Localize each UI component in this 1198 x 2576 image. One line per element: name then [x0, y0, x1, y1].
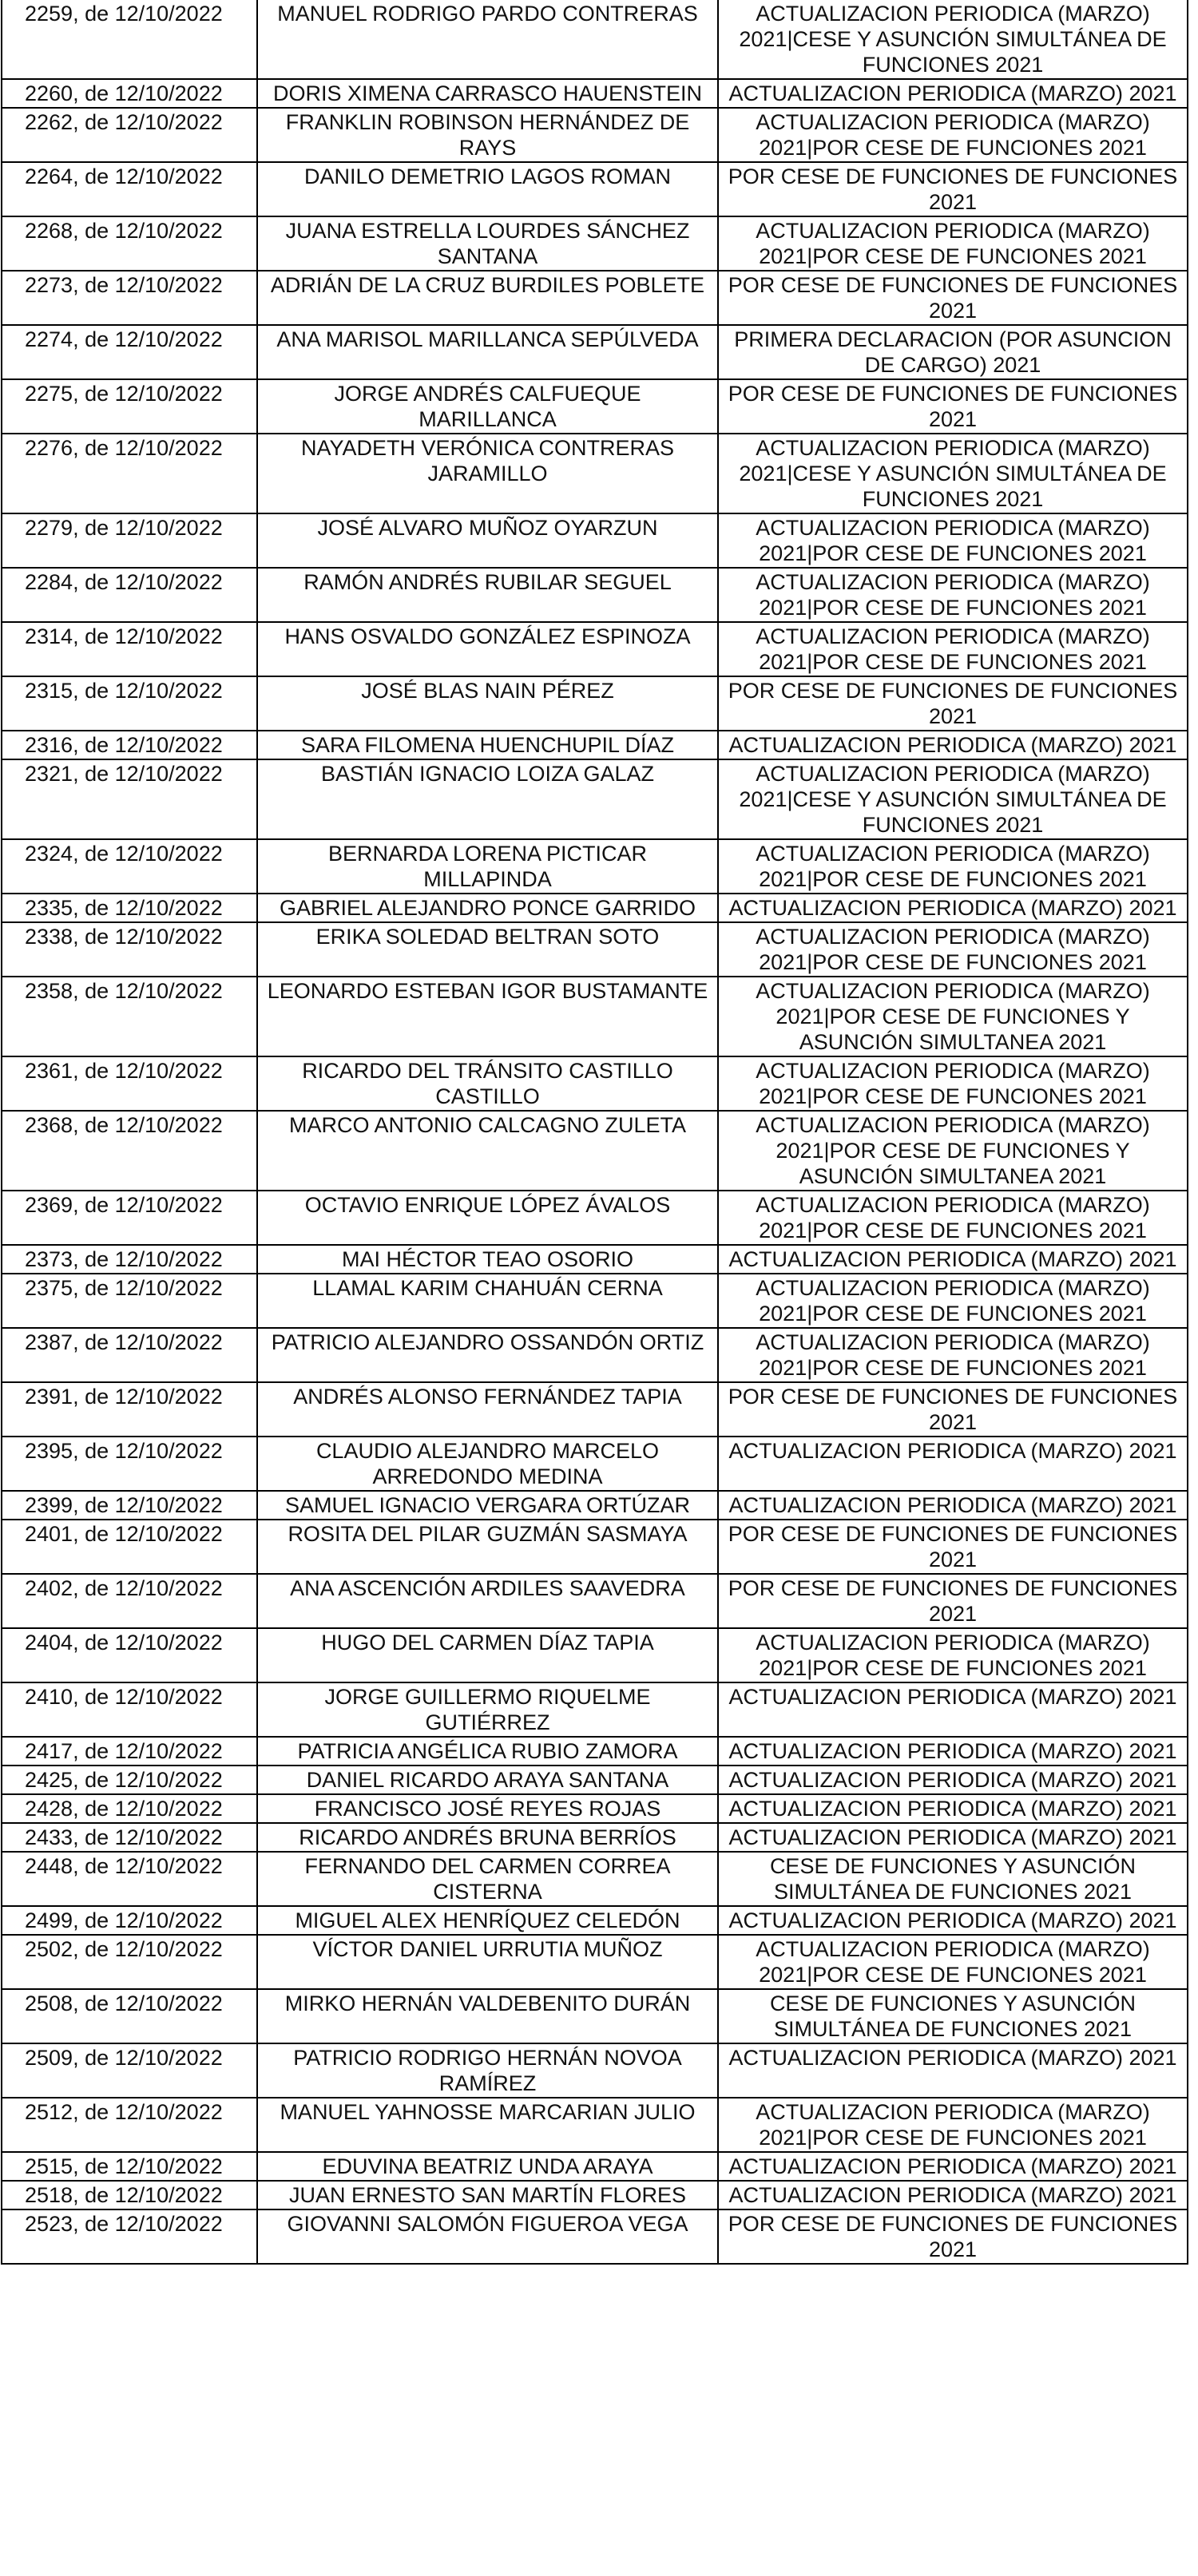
table-row — [2, 676, 1188, 731]
resolution-cell: 2399, de 12/10/2022 — [2, 1491, 257, 1520]
resolution-cell: 2410, de 12/10/2022 — [2, 1682, 257, 1737]
table-row — [2, 162, 1188, 216]
name-cell: MARCO ANTONIO CALCAGNO ZULETA — [257, 1111, 718, 1191]
resolution-cell: 2338, de 12/10/2022 — [2, 922, 257, 977]
table-row — [2, 216, 1188, 271]
table-row — [2, 894, 1188, 922]
name-cell: NAYADETH VERÓNICA CONTRERAS JARAMILLO — [257, 434, 718, 513]
table-row — [2, 1794, 1188, 1823]
name-cell: JOSÉ BLAS NAIN PÉREZ — [257, 676, 718, 731]
declaration-type-cell: ACTUALIZACION PERIODICA (MARZO) 2021 — [718, 1794, 1188, 1823]
resolution-cell: 2518, de 12/10/2022 — [2, 2181, 257, 2209]
name-cell: OCTAVIO ENRIQUE LÓPEZ ÁVALOS — [257, 1191, 718, 1245]
declaration-type-cell: PRIMERA DECLARACION (POR ASUNCION DE CARGO) 2021 — [718, 325, 1188, 379]
table-row — [2, 2098, 1188, 2152]
resolution-cell: 2499, de 12/10/2022 — [2, 1906, 257, 1935]
resolution-cell: 2284, de 12/10/2022 — [2, 568, 257, 622]
resolution-cell: 2502, de 12/10/2022 — [2, 1935, 257, 1989]
resolution-cell: 2508, de 12/10/2022 — [2, 1989, 257, 2043]
name-cell: MAI HÉCTOR TEAO OSORIO — [257, 1245, 718, 1274]
table-row — [2, 1191, 1188, 1245]
name-cell: FRANKLIN ROBINSON HERNÁNDEZ DE RAYS — [257, 108, 718, 162]
table-row — [2, 513, 1188, 568]
table-row — [2, 2209, 1188, 2264]
name-cell: SARA FILOMENA HUENCHUPIL DÍAZ — [257, 731, 718, 759]
resolution-cell: 2512, de 12/10/2022 — [2, 2098, 257, 2152]
declaration-type-cell: ACTUALIZACION PERIODICA (MARZO) 2021 — [718, 1737, 1188, 1766]
resolution-cell: 2433, de 12/10/2022 — [2, 1823, 257, 1852]
declaration-type-cell: ACTUALIZACION PERIODICA (MARZO) 2021 — [718, 79, 1188, 108]
declaration-type-cell: POR CESE DE FUNCIONES DE FUNCIONES 2021 — [718, 379, 1188, 434]
name-cell: ANA MARISOL MARILLANCA SEPÚLVEDA — [257, 325, 718, 379]
name-cell: MANUEL RODRIGO PARDO CONTRERAS — [257, 0, 718, 79]
declaration-type-cell: ACTUALIZACION PERIODICA (MARZO) 2021|POR CESE DE FUNCIONES 2021 — [718, 1935, 1188, 1989]
table-row — [2, 1491, 1188, 1520]
table-row — [2, 2152, 1188, 2181]
declaration-type-cell: ACTUALIZACION PERIODICA (MARZO) 2021|POR CESE DE FUNCIONES 2021 — [718, 1274, 1188, 1328]
table-row — [2, 1989, 1188, 2043]
declaration-type-cell: ACTUALIZACION PERIODICA (MARZO) 2021|POR CESE DE FUNCIONES 2021 — [718, 108, 1188, 162]
declaration-type-cell: ACTUALIZACION PERIODICA (MARZO) 2021|POR CESE DE FUNCIONES 2021 — [718, 568, 1188, 622]
name-cell: ERIKA SOLEDAD BELTRAN SOTO — [257, 922, 718, 977]
name-cell: DANILO DEMETRIO LAGOS ROMAN — [257, 162, 718, 216]
resolution-cell: 2368, de 12/10/2022 — [2, 1111, 257, 1191]
name-cell: LEONARDO ESTEBAN IGOR BUSTAMANTE — [257, 977, 718, 1056]
table-row — [2, 434, 1188, 513]
name-cell: JORGE GUILLERMO RIQUELME GUTIÉRREZ — [257, 1682, 718, 1737]
name-cell: HANS OSVALDO GONZÁLEZ ESPINOZA — [257, 622, 718, 676]
table-row — [2, 1274, 1188, 1328]
name-cell: CLAUDIO ALEJANDRO MARCELO ARREDONDO MEDINA — [257, 1437, 718, 1491]
declaration-type-cell: ACTUALIZACION PERIODICA (MARZO) 2021 — [718, 1906, 1188, 1935]
name-cell: BERNARDA LORENA PICTICAR MILLAPINDA — [257, 839, 718, 894]
declaration-type-cell: ACTUALIZACION PERIODICA (MARZO) 2021|POR CESE DE FUNCIONES 2021 — [718, 1328, 1188, 1382]
table-row — [2, 379, 1188, 434]
name-cell: MIRKO HERNÁN VALDEBENITO DURÁN — [257, 1989, 718, 2043]
declaration-type-cell: ACTUALIZACION PERIODICA (MARZO) 2021 — [718, 1245, 1188, 1274]
declaration-type-cell: ACTUALIZACION PERIODICA (MARZO) 2021 — [718, 2152, 1188, 2181]
name-cell: JUAN ERNESTO SAN MARTÍN FLORES — [257, 2181, 718, 2209]
name-cell: GIOVANNI SALOMÓN FIGUEROA VEGA — [257, 2209, 718, 2264]
resolution-cell: 2448, de 12/10/2022 — [2, 1852, 257, 1906]
declaration-type-cell: ACTUALIZACION PERIODICA (MARZO) 2021|POR CESE DE FUNCIONES 2021 — [718, 1628, 1188, 1682]
resolution-cell: 2417, de 12/10/2022 — [2, 1737, 257, 1766]
declaration-type-cell: ACTUALIZACION PERIODICA (MARZO) 2021 — [718, 2043, 1188, 2098]
name-cell: ROSITA DEL PILAR GUZMÁN SASMAYA — [257, 1520, 718, 1574]
declaration-type-cell: CESE DE FUNCIONES Y ASUNCIÓN SIMULTÁNEA DE FUNCIONES 2021 — [718, 1852, 1188, 1906]
declaration-type-cell: ACTUALIZACION PERIODICA (MARZO) 2021|CESE Y ASUNCIÓN SIMULTÁNEA DE FUNCIONES 2021 — [718, 0, 1188, 79]
declaration-type-cell: POR CESE DE FUNCIONES DE FUNCIONES 2021 — [718, 2209, 1188, 2264]
resolution-cell: 2387, de 12/10/2022 — [2, 1328, 257, 1382]
name-cell: LLAMAL KARIM CHAHUÁN CERNA — [257, 1274, 718, 1328]
declarations-table — [1, 0, 1188, 2265]
resolution-cell: 2324, de 12/10/2022 — [2, 839, 257, 894]
declaration-type-cell: ACTUALIZACION PERIODICA (MARZO) 2021|POR CESE DE FUNCIONES 2021 — [718, 922, 1188, 977]
name-cell: ANDRÉS ALONSO FERNÁNDEZ TAPIA — [257, 1382, 718, 1437]
resolution-cell: 2395, de 12/10/2022 — [2, 1437, 257, 1491]
table-row — [2, 1520, 1188, 1574]
name-cell: ANA ASCENCIÓN ARDILES SAAVEDRA — [257, 1574, 718, 1628]
name-cell: BASTIÁN IGNACIO LOIZA GALAZ — [257, 759, 718, 839]
name-cell: ADRIÁN DE LA CRUZ BURDILES POBLETE — [257, 271, 718, 325]
resolution-cell: 2369, de 12/10/2022 — [2, 1191, 257, 1245]
resolution-cell: 2279, de 12/10/2022 — [2, 513, 257, 568]
declaration-type-cell: POR CESE DE FUNCIONES DE FUNCIONES 2021 — [718, 676, 1188, 731]
table-row — [2, 1111, 1188, 1191]
table-row — [2, 2043, 1188, 2098]
resolution-cell: 2259, de 12/10/2022 — [2, 0, 257, 79]
table-row — [2, 1328, 1188, 1382]
name-cell: EDUVINA BEATRIZ UNDA ARAYA — [257, 2152, 718, 2181]
resolution-cell: 2335, de 12/10/2022 — [2, 894, 257, 922]
resolution-cell: 2276, de 12/10/2022 — [2, 434, 257, 513]
declaration-type-cell: ACTUALIZACION PERIODICA (MARZO) 2021|POR CESE DE FUNCIONES 2021 — [718, 839, 1188, 894]
table-row — [2, 108, 1188, 162]
table-row — [2, 568, 1188, 622]
name-cell: DORIS XIMENA CARRASCO HAUENSTEIN — [257, 79, 718, 108]
resolution-cell: 2275, de 12/10/2022 — [2, 379, 257, 434]
name-cell: RAMÓN ANDRÉS RUBILAR SEGUEL — [257, 568, 718, 622]
table-row — [2, 1935, 1188, 1989]
declaration-type-cell: POR CESE DE FUNCIONES DE FUNCIONES 2021 — [718, 1574, 1188, 1628]
table-row — [2, 622, 1188, 676]
name-cell: RICARDO DEL TRÁNSITO CASTILLO CASTILLO — [257, 1056, 718, 1111]
declaration-type-cell: ACTUALIZACION PERIODICA (MARZO) 2021 — [718, 894, 1188, 922]
name-cell: MANUEL YAHNOSSE MARCARIAN JULIO — [257, 2098, 718, 2152]
declaration-type-cell: ACTUALIZACION PERIODICA (MARZO) 2021 — [718, 1823, 1188, 1852]
table-row — [2, 1682, 1188, 1737]
name-cell: VÍCTOR DANIEL URRUTIA MUÑOZ — [257, 1935, 718, 1989]
resolution-cell: 2404, de 12/10/2022 — [2, 1628, 257, 1682]
resolution-cell: 2262, de 12/10/2022 — [2, 108, 257, 162]
table-row — [2, 1737, 1188, 1766]
declaration-type-cell: ACTUALIZACION PERIODICA (MARZO) 2021|POR CESE DE FUNCIONES 2021 — [718, 622, 1188, 676]
declaration-type-cell: ACTUALIZACION PERIODICA (MARZO) 2021 — [718, 1491, 1188, 1520]
name-cell: SAMUEL IGNACIO VERGARA ORTÚZAR — [257, 1491, 718, 1520]
table-row — [2, 1906, 1188, 1935]
declaration-type-cell: ACTUALIZACION PERIODICA (MARZO) 2021|CESE Y ASUNCIÓN SIMULTÁNEA DE FUNCIONES 2021 — [718, 434, 1188, 513]
table-row — [2, 1245, 1188, 1274]
resolution-cell: 2268, de 12/10/2022 — [2, 216, 257, 271]
declaration-type-cell: POR CESE DE FUNCIONES DE FUNCIONES 2021 — [718, 1520, 1188, 1574]
resolution-cell: 2314, de 12/10/2022 — [2, 622, 257, 676]
declaration-type-cell: ACTUALIZACION PERIODICA (MARZO) 2021|POR CESE DE FUNCIONES Y ASUNCIÓN SIMULTANEA 2021 — [718, 1111, 1188, 1191]
name-cell: DANIEL RICARDO ARAYA SANTANA — [257, 1766, 718, 1794]
resolution-cell: 2425, de 12/10/2022 — [2, 1766, 257, 1794]
table-row — [2, 759, 1188, 839]
name-cell: MIGUEL ALEX HENRÍQUEZ CELEDÓN — [257, 1906, 718, 1935]
declaration-type-cell: POR CESE DE FUNCIONES DE FUNCIONES 2021 — [718, 271, 1188, 325]
declaration-type-cell: ACTUALIZACION PERIODICA (MARZO) 2021 — [718, 1682, 1188, 1737]
name-cell: PATRICIO RODRIGO HERNÁN NOVOA RAMÍREZ — [257, 2043, 718, 2098]
table-row — [2, 1382, 1188, 1437]
resolution-cell: 2402, de 12/10/2022 — [2, 1574, 257, 1628]
declaration-type-cell: ACTUALIZACION PERIODICA (MARZO) 2021|POR CESE DE FUNCIONES 2021 — [718, 1191, 1188, 1245]
resolution-cell: 2523, de 12/10/2022 — [2, 2209, 257, 2264]
table-row — [2, 79, 1188, 108]
resolution-cell: 2273, de 12/10/2022 — [2, 271, 257, 325]
resolution-cell: 2315, de 12/10/2022 — [2, 676, 257, 731]
name-cell: JOSÉ ALVARO MUÑOZ OYARZUN — [257, 513, 718, 568]
table-row — [2, 922, 1188, 977]
name-cell: RICARDO ANDRÉS BRUNA BERRÍOS — [257, 1823, 718, 1852]
resolution-cell: 2515, de 12/10/2022 — [2, 2152, 257, 2181]
name-cell: PATRICIO ALEJANDRO OSSANDÓN ORTIZ — [257, 1328, 718, 1382]
resolution-cell: 2361, de 12/10/2022 — [2, 1056, 257, 1111]
table-row — [2, 1852, 1188, 1906]
declaration-type-cell: ACTUALIZACION PERIODICA (MARZO) 2021|POR CESE DE FUNCIONES Y ASUNCIÓN SIMULTANEA 2021 — [718, 977, 1188, 1056]
declaration-type-cell: ACTUALIZACION PERIODICA (MARZO) 2021 — [718, 1766, 1188, 1794]
resolution-cell: 2391, de 12/10/2022 — [2, 1382, 257, 1437]
resolution-cell: 2358, de 12/10/2022 — [2, 977, 257, 1056]
table-row — [2, 0, 1188, 79]
name-cell: HUGO DEL CARMEN DÍAZ TAPIA — [257, 1628, 718, 1682]
table-row — [2, 1574, 1188, 1628]
declaration-type-cell: POR CESE DE FUNCIONES DE FUNCIONES 2021 — [718, 1382, 1188, 1437]
table-row — [2, 271, 1188, 325]
resolution-cell: 2260, de 12/10/2022 — [2, 79, 257, 108]
resolution-cell: 2274, de 12/10/2022 — [2, 325, 257, 379]
table-row — [2, 1766, 1188, 1794]
resolution-cell: 2375, de 12/10/2022 — [2, 1274, 257, 1328]
resolution-cell: 2509, de 12/10/2022 — [2, 2043, 257, 2098]
declaration-type-cell: ACTUALIZACION PERIODICA (MARZO) 2021 — [718, 1437, 1188, 1491]
resolution-cell: 2401, de 12/10/2022 — [2, 1520, 257, 1574]
table-row — [2, 839, 1188, 894]
table-row — [2, 1823, 1188, 1852]
resolution-cell: 2264, de 12/10/2022 — [2, 162, 257, 216]
declaration-type-cell: ACTUALIZACION PERIODICA (MARZO) 2021 — [718, 2181, 1188, 2209]
name-cell: FRANCISCO JOSÉ REYES ROJAS — [257, 1794, 718, 1823]
table-row — [2, 977, 1188, 1056]
declaration-type-cell: ACTUALIZACION PERIODICA (MARZO) 2021|POR CESE DE FUNCIONES 2021 — [718, 513, 1188, 568]
table-row — [2, 325, 1188, 379]
declaration-type-cell: ACTUALIZACION PERIODICA (MARZO) 2021|POR CESE DE FUNCIONES 2021 — [718, 2098, 1188, 2152]
declaration-type-cell: ACTUALIZACION PERIODICA (MARZO) 2021|POR CESE DE FUNCIONES 2021 — [718, 216, 1188, 271]
table-row — [2, 1437, 1188, 1491]
name-cell: JORGE ANDRÉS CALFUEQUE MARILLANCA — [257, 379, 718, 434]
declaration-type-cell: POR CESE DE FUNCIONES DE FUNCIONES 2021 — [718, 162, 1188, 216]
resolution-cell: 2428, de 12/10/2022 — [2, 1794, 257, 1823]
table-row — [2, 2181, 1188, 2209]
table-row — [2, 731, 1188, 759]
name-cell: JUANA ESTRELLA LOURDES SÁNCHEZ SANTANA — [257, 216, 718, 271]
name-cell: GABRIEL ALEJANDRO PONCE GARRIDO — [257, 894, 718, 922]
table-row — [2, 1628, 1188, 1682]
declaration-type-cell: CESE DE FUNCIONES Y ASUNCIÓN SIMULTÁNEA DE FUNCIONES 2021 — [718, 1989, 1188, 2043]
table-body — [2, 0, 1188, 2264]
resolution-cell: 2373, de 12/10/2022 — [2, 1245, 257, 1274]
resolution-cell: 2316, de 12/10/2022 — [2, 731, 257, 759]
declaration-type-cell: ACTUALIZACION PERIODICA (MARZO) 2021|POR CESE DE FUNCIONES 2021 — [718, 1056, 1188, 1111]
name-cell: PATRICIA ANGÉLICA RUBIO ZAMORA — [257, 1737, 718, 1766]
declaration-type-cell: ACTUALIZACION PERIODICA (MARZO) 2021|CESE Y ASUNCIÓN SIMULTÁNEA DE FUNCIONES 2021 — [718, 759, 1188, 839]
declaration-type-cell: ACTUALIZACION PERIODICA (MARZO) 2021 — [718, 731, 1188, 759]
resolution-cell: 2321, de 12/10/2022 — [2, 759, 257, 839]
table-row — [2, 1056, 1188, 1111]
name-cell: FERNANDO DEL CARMEN CORREA CISTERNA — [257, 1852, 718, 1906]
